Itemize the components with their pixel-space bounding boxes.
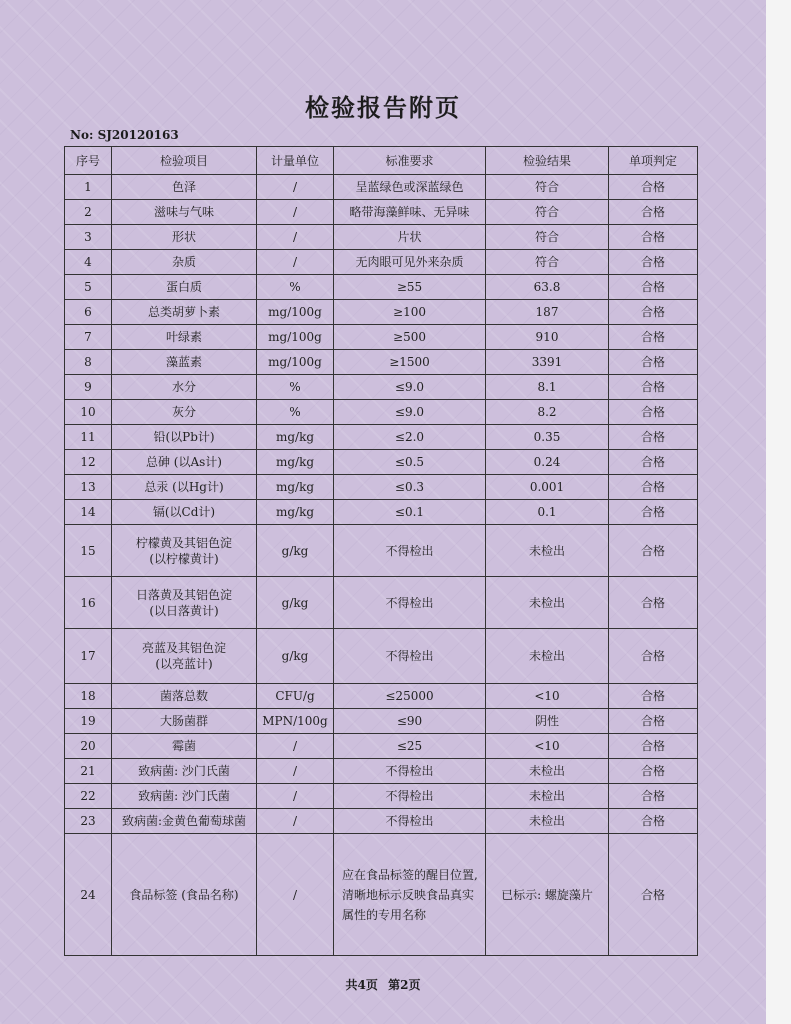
table-row bbox=[65, 500, 698, 525]
header-item: 检验项目 bbox=[112, 147, 257, 175]
page-footer bbox=[0, 976, 766, 993]
cell-result: 未检出 bbox=[486, 629, 609, 684]
cell-result: 910 bbox=[486, 325, 609, 350]
cell-result: <10 bbox=[486, 684, 609, 709]
table-row bbox=[65, 577, 698, 629]
table-row bbox=[65, 525, 698, 577]
header-unit: 计量单位 bbox=[257, 147, 334, 175]
current-page: 第2页 bbox=[388, 978, 421, 992]
cell-no: 23 bbox=[65, 809, 112, 834]
cell-item: 总砷 (以As计) bbox=[112, 450, 257, 475]
cell-unit: % bbox=[257, 400, 334, 425]
cell-standard: 应在食品标签的醒目位置,清晰地标示反映食品真实属性的专用名称 bbox=[334, 834, 486, 956]
cell-standard: ≥1500 bbox=[334, 350, 486, 375]
cell-no: 13 bbox=[65, 475, 112, 500]
cell-result: 符合 bbox=[486, 225, 609, 250]
cell-unit: / bbox=[257, 225, 334, 250]
cell-verdict: 合格 bbox=[609, 834, 698, 956]
cell-no: 22 bbox=[65, 784, 112, 809]
cell-unit: g/kg bbox=[257, 525, 334, 577]
cell-result: 3391 bbox=[486, 350, 609, 375]
cell-item: 铅(以Pb计) bbox=[112, 425, 257, 450]
cell-standard: ≤90 bbox=[334, 709, 486, 734]
cell-item-line1: 日落黄及其铝色淀 bbox=[135, 587, 232, 602]
cell-result: 0.1 bbox=[486, 500, 609, 525]
scan-margin bbox=[766, 0, 791, 1024]
cell-verdict: 合格 bbox=[609, 577, 698, 629]
cell-standard: ≥500 bbox=[334, 325, 486, 350]
cell-unit: CFU/g bbox=[257, 684, 334, 709]
cell-unit: mg/100g bbox=[257, 350, 334, 375]
cell-unit: / bbox=[257, 809, 334, 834]
cell-result: 未检出 bbox=[486, 759, 609, 784]
table-row bbox=[65, 709, 698, 734]
page-title: 检验报告附页 bbox=[305, 93, 461, 122]
cell-result: <10 bbox=[486, 734, 609, 759]
table-row bbox=[65, 450, 698, 475]
cell-no: 15 bbox=[65, 525, 112, 577]
cell-no: 21 bbox=[65, 759, 112, 784]
cell-no: 17 bbox=[65, 629, 112, 684]
cell-verdict: 合格 bbox=[609, 450, 698, 475]
cell-item: 水分 bbox=[112, 375, 257, 400]
cell-standard: ≤2.0 bbox=[334, 425, 486, 450]
table-row bbox=[65, 684, 698, 709]
header-no: 序号 bbox=[65, 147, 112, 175]
cell-result: 未检出 bbox=[486, 525, 609, 577]
cell-item: 致病菌: 沙门氏菌 bbox=[112, 784, 257, 809]
cell-result: 0.35 bbox=[486, 425, 609, 450]
cell-standard: ≤0.3 bbox=[334, 475, 486, 500]
cell-standard: 不得检出 bbox=[334, 784, 486, 809]
cell-no: 20 bbox=[65, 734, 112, 759]
cell-verdict: 合格 bbox=[609, 425, 698, 450]
cell-item-line1: 柠檬黄及其铝色淀 bbox=[135, 535, 232, 550]
cell-result: 未检出 bbox=[486, 809, 609, 834]
cell-no: 4 bbox=[65, 250, 112, 275]
cell-verdict: 合格 bbox=[609, 225, 698, 250]
cell-no: 19 bbox=[65, 709, 112, 734]
cell-item bbox=[112, 577, 257, 629]
cell-verdict: 合格 bbox=[609, 375, 698, 400]
cell-item: 色泽 bbox=[112, 175, 257, 200]
cell-verdict: 合格 bbox=[609, 784, 698, 809]
total-pages: 共4页 bbox=[345, 978, 378, 992]
cell-result: 63.8 bbox=[486, 275, 609, 300]
cell-item: 总汞 (以Hg计) bbox=[112, 475, 257, 500]
cell-item: 大肠菌群 bbox=[112, 709, 257, 734]
table-row bbox=[65, 175, 698, 200]
cell-no: 24 bbox=[65, 834, 112, 956]
cell-verdict: 合格 bbox=[609, 709, 698, 734]
cell-verdict: 合格 bbox=[609, 629, 698, 684]
cell-no: 1 bbox=[65, 175, 112, 200]
cell-verdict: 合格 bbox=[609, 475, 698, 500]
cell-unit: % bbox=[257, 275, 334, 300]
cell-verdict: 合格 bbox=[609, 325, 698, 350]
cell-no: 8 bbox=[65, 350, 112, 375]
cell-verdict: 合格 bbox=[609, 809, 698, 834]
cell-no: 12 bbox=[65, 450, 112, 475]
cell-standard: ≤25 bbox=[334, 734, 486, 759]
cell-result: 符合 bbox=[486, 250, 609, 275]
cell-no: 2 bbox=[65, 200, 112, 225]
table-row bbox=[65, 325, 698, 350]
cell-item: 致病菌: 沙门氏菌 bbox=[112, 759, 257, 784]
cell-standard: 片状 bbox=[334, 225, 486, 250]
cell-item: 滋味与气味 bbox=[112, 200, 257, 225]
cell-item: 形状 bbox=[112, 225, 257, 250]
cell-standard: ≤0.5 bbox=[334, 450, 486, 475]
table-row bbox=[65, 784, 698, 809]
cell-standard: ≥100 bbox=[334, 300, 486, 325]
cell-verdict: 合格 bbox=[609, 759, 698, 784]
cell-item bbox=[112, 629, 257, 684]
table-row bbox=[65, 425, 698, 450]
cell-no: 16 bbox=[65, 577, 112, 629]
cell-result: 未检出 bbox=[486, 577, 609, 629]
table-row bbox=[65, 834, 698, 956]
cell-result: 8.1 bbox=[486, 375, 609, 400]
report-number: No: SJ20120163 bbox=[70, 128, 179, 142]
inspection-table bbox=[64, 146, 698, 956]
table-row bbox=[65, 225, 698, 250]
cell-verdict: 合格 bbox=[609, 734, 698, 759]
cell-unit: / bbox=[257, 734, 334, 759]
table-row bbox=[65, 400, 698, 425]
cell-verdict: 合格 bbox=[609, 200, 698, 225]
cell-unit: % bbox=[257, 375, 334, 400]
cell-standard: ≤25000 bbox=[334, 684, 486, 709]
cell-result: 未检出 bbox=[486, 784, 609, 809]
table-row bbox=[65, 759, 698, 784]
cell-item: 食品标签 (食品名称) bbox=[112, 834, 257, 956]
cell-unit: mg/100g bbox=[257, 325, 334, 350]
cell-unit: / bbox=[257, 250, 334, 275]
cell-result: 符合 bbox=[486, 200, 609, 225]
cell-item: 总类胡萝卜素 bbox=[112, 300, 257, 325]
cell-verdict: 合格 bbox=[609, 500, 698, 525]
cell-verdict: 合格 bbox=[609, 684, 698, 709]
cell-result: 0.24 bbox=[486, 450, 609, 475]
cell-unit: mg/kg bbox=[257, 425, 334, 450]
cell-unit: mg/kg bbox=[257, 450, 334, 475]
table-row bbox=[65, 475, 698, 500]
cell-no: 6 bbox=[65, 300, 112, 325]
cell-result: 符合 bbox=[486, 175, 609, 200]
cell-unit: mg/kg bbox=[257, 500, 334, 525]
cell-unit: mg/kg bbox=[257, 475, 334, 500]
cell-result: 8.2 bbox=[486, 400, 609, 425]
cell-no: 5 bbox=[65, 275, 112, 300]
table-row bbox=[65, 734, 698, 759]
cell-item: 霉菌 bbox=[112, 734, 257, 759]
cell-verdict: 合格 bbox=[609, 250, 698, 275]
cell-no: 3 bbox=[65, 225, 112, 250]
table-row bbox=[65, 200, 698, 225]
table-row bbox=[65, 809, 698, 834]
cell-standard: 无肉眼可见外来杂质 bbox=[334, 250, 486, 275]
cell-item: 叶绿素 bbox=[112, 325, 257, 350]
table-row bbox=[65, 275, 698, 300]
cell-item bbox=[112, 525, 257, 577]
cell-verdict: 合格 bbox=[609, 275, 698, 300]
cell-no: 9 bbox=[65, 375, 112, 400]
cell-standard: ≤9.0 bbox=[334, 400, 486, 425]
table-row bbox=[65, 375, 698, 400]
cell-result: 阴性 bbox=[486, 709, 609, 734]
cell-unit: g/kg bbox=[257, 577, 334, 629]
cell-standard: ≤9.0 bbox=[334, 375, 486, 400]
cell-item: 藻蓝素 bbox=[112, 350, 257, 375]
cell-unit: / bbox=[257, 175, 334, 200]
header-verdict: 单项判定 bbox=[609, 147, 698, 175]
table-row bbox=[65, 250, 698, 275]
cell-standard: 不得检出 bbox=[334, 525, 486, 577]
cell-item: 镉(以Cd计) bbox=[112, 500, 257, 525]
cell-result: 0.001 bbox=[486, 475, 609, 500]
cell-item: 杂质 bbox=[112, 250, 257, 275]
cell-standard: ≤0.1 bbox=[334, 500, 486, 525]
cell-no: 10 bbox=[65, 400, 112, 425]
cell-no: 11 bbox=[65, 425, 112, 450]
cell-result: 187 bbox=[486, 300, 609, 325]
cell-unit: g/kg bbox=[257, 629, 334, 684]
cell-item: 蛋白质 bbox=[112, 275, 257, 300]
cell-unit: / bbox=[257, 834, 334, 956]
cell-standard: 呈蓝绿色或深蓝绿色 bbox=[334, 175, 486, 200]
cell-no: 7 bbox=[65, 325, 112, 350]
cell-no: 18 bbox=[65, 684, 112, 709]
cell-verdict: 合格 bbox=[609, 175, 698, 200]
cell-unit: / bbox=[257, 784, 334, 809]
cell-unit: / bbox=[257, 759, 334, 784]
cell-verdict: 合格 bbox=[609, 525, 698, 577]
table-row bbox=[65, 629, 698, 684]
cell-no: 14 bbox=[65, 500, 112, 525]
cell-item: 菌落总数 bbox=[112, 684, 257, 709]
cell-standard: 不得检出 bbox=[334, 577, 486, 629]
cell-verdict: 合格 bbox=[609, 350, 698, 375]
cell-item-line1: 亮蓝及其铝色淀 bbox=[141, 641, 226, 655]
table-header-row bbox=[65, 147, 698, 175]
cell-result: 已标示: 螺旋藻片 bbox=[486, 834, 609, 956]
table-row bbox=[65, 350, 698, 375]
cell-standard: 略带海藻鲜味、无异味 bbox=[334, 200, 486, 225]
header-standard: 标准要求 bbox=[334, 147, 486, 175]
table-row bbox=[65, 300, 698, 325]
cell-unit: MPN/100g bbox=[257, 709, 334, 734]
cell-item-line2: (以柠檬黄计) bbox=[149, 551, 219, 566]
header-result: 检验结果 bbox=[486, 147, 609, 175]
cell-standard: 不得检出 bbox=[334, 809, 486, 834]
cell-item: 灰分 bbox=[112, 400, 257, 425]
cell-standard: ≥55 bbox=[334, 275, 486, 300]
cell-unit: mg/100g bbox=[257, 300, 334, 325]
cell-verdict: 合格 bbox=[609, 400, 698, 425]
cell-verdict: 合格 bbox=[609, 300, 698, 325]
cell-item: 致病菌:金黄色葡萄球菌 bbox=[112, 809, 257, 834]
cell-standard: 不得检出 bbox=[334, 629, 486, 684]
cell-unit: / bbox=[257, 200, 334, 225]
cell-item-line2: (以日落黄计) bbox=[149, 603, 219, 618]
cell-item-line2: (以亮蓝计) bbox=[155, 657, 213, 671]
cell-standard: 不得检出 bbox=[334, 759, 486, 784]
